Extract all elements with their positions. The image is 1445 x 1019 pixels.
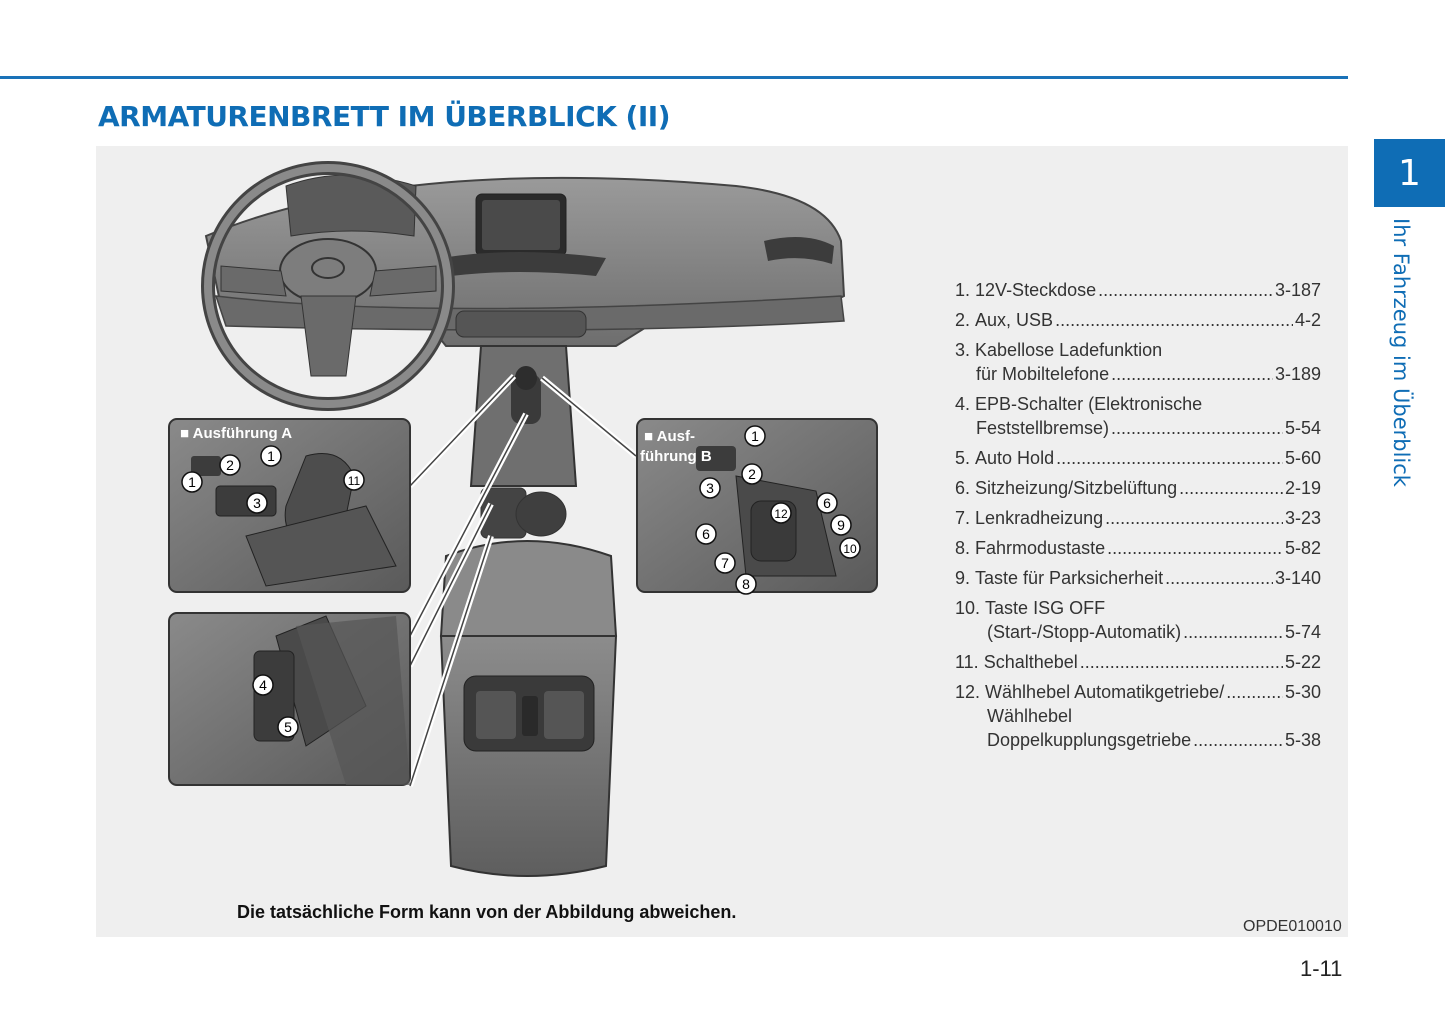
svg-text:2: 2 <box>748 466 756 482</box>
legend-item-9[interactable]: 9. Taste für Parksicherheit ..... 3-140 <box>955 566 1321 590</box>
page-number: 1-11 <box>1300 956 1343 981</box>
page-ref: 5-54 <box>1284 418 1321 438</box>
callout-4 <box>253 675 273 695</box>
callout-6a <box>817 493 837 513</box>
legend-item-4[interactable]: 4. EPB-Schalter (Elektronische Feststellbremse) ..... 5-54 <box>955 392 1321 440</box>
callout-10 <box>840 538 860 558</box>
svg-text:1: 1 <box>751 428 759 444</box>
page-ref: 5-22 <box>1284 652 1321 672</box>
callout-12 <box>771 503 791 523</box>
svg-text:10: 10 <box>843 542 857 556</box>
inset-b-label-line1: ■ Ausf- <box>644 428 695 445</box>
inset-epb <box>169 613 410 785</box>
legend-item-3[interactable]: 3. Kabellose Ladefunktion für Mobiltelefone ..... 3-189 <box>955 338 1321 386</box>
page-ref: 5-74 <box>1284 622 1321 642</box>
legend-item-12[interactable]: 12. Wählhebel Automatikgetriebe/ ..... 5-30 Wählhebel Doppelkupplungsgetriebe ..... 5-38 <box>955 680 1321 752</box>
svg-text:2: 2 <box>226 457 234 473</box>
page-ref: 5-38 <box>1284 730 1321 750</box>
callout-3a <box>247 493 267 513</box>
page-ref: 5-82 <box>1284 538 1321 558</box>
svg-text:12: 12 <box>774 507 788 521</box>
page-ref: 3-187 <box>1274 280 1321 300</box>
top-rule <box>0 76 1348 79</box>
legend-item-2[interactable]: 2. Aux, USB ..... 4-2 <box>955 308 1321 332</box>
legend-item-10[interactable]: 10. Taste ISG OFF (Start-/Stopp-Automatik) ..... 5-74 <box>955 596 1321 644</box>
svg-text:1: 1 <box>188 474 196 490</box>
callout-9 <box>831 515 851 535</box>
svg-text:1: 1 <box>267 448 275 464</box>
svg-text:7: 7 <box>721 555 729 571</box>
svg-text:3: 3 <box>706 480 714 496</box>
svg-text:9: 9 <box>837 517 845 533</box>
page-ref: 3-189 <box>1274 364 1321 384</box>
legend-item-11[interactable]: 11. Schalthebel ..... 5-22 <box>955 650 1321 674</box>
callout-2a <box>220 455 240 475</box>
chapter-tab[interactable]: 1 <box>1374 139 1445 207</box>
page-ref: 3-23 <box>1284 508 1321 528</box>
chapter-label: Ihr Fahrzeug im Überblick <box>1389 218 1413 487</box>
svg-text:6: 6 <box>823 495 831 511</box>
svg-text:8: 8 <box>742 576 750 592</box>
legend-item-5[interactable]: 5. Auto Hold ..... 5-60 <box>955 446 1321 470</box>
callout-3b <box>700 478 720 498</box>
callout-1b <box>182 472 202 492</box>
legend-item-1[interactable]: 1. 12V-Steckdose ..... 3-187 <box>955 278 1321 302</box>
svg-text:5: 5 <box>284 719 292 735</box>
callout-8 <box>736 574 756 594</box>
legend-list <box>955 278 1321 758</box>
callout-11 <box>344 470 364 490</box>
legend-item-8[interactable]: 8. Fahrmodustaste ..... 5-82 <box>955 536 1321 560</box>
svg-text:3: 3 <box>253 495 261 511</box>
legend-item-6[interactable]: 6. Sitzheizung/Sitzbelüftung ..... 2-19 <box>955 476 1321 500</box>
page-ref: 5-60 <box>1284 448 1321 468</box>
figure-code: OPDE010010 <box>1243 918 1342 935</box>
svg-text:6: 6 <box>702 526 710 542</box>
page-title: ARMATURENBRETT IM ÜBERBLICK (II) <box>98 100 670 133</box>
svg-text:11: 11 <box>347 474 361 488</box>
page-ref: 2-19 <box>1284 478 1321 498</box>
inset-a <box>169 419 410 592</box>
callout-6b <box>696 524 716 544</box>
callout-7 <box>715 553 735 573</box>
callout-1a <box>261 446 281 466</box>
callout-2b <box>742 464 762 484</box>
callout-5 <box>278 717 298 737</box>
page-ref: 5-30 <box>1284 682 1321 702</box>
figure-caption: Die tatsächliche Form kann von der Abbildung abweichen. <box>237 902 737 922</box>
legend-item-7[interactable]: 7. Lenkradheizung ..... 3-23 <box>955 506 1321 530</box>
page-ref: 4-2 <box>1294 310 1321 330</box>
svg-text:4: 4 <box>259 677 267 693</box>
page-ref: 3-140 <box>1274 568 1321 588</box>
callout-1c <box>745 426 765 446</box>
inset-b-label-line2: führung B <box>640 448 712 465</box>
inset-a-label: ■ Ausführung A <box>180 425 293 442</box>
